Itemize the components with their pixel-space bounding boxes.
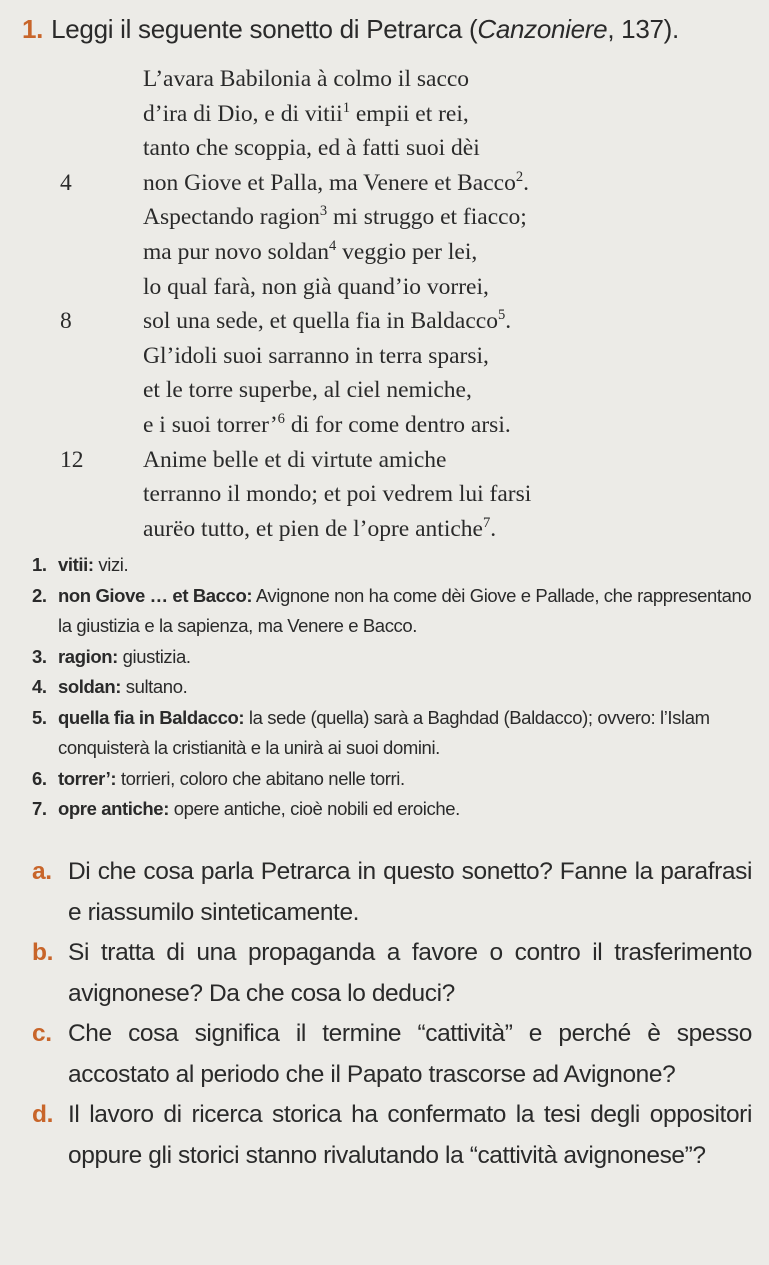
exercise-title-end: , 137). [607, 14, 679, 44]
footnote-text: sultano. [120, 676, 188, 697]
footnote-term: soldan: [58, 676, 121, 697]
question-text: Il lavoro di ricerca storica ha confermato la tesi degli oppositori oppure gli storici stanno rivalutando la “cattività avignonese”? [68, 1101, 752, 1169]
verse-text: terranno il mondo; et poi vedrem lui farsi [143, 481, 532, 508]
footnote-number: 5. [32, 706, 47, 728]
question [32, 852, 752, 933]
verse-text-wrap [143, 477, 531, 512]
question-letter: c. [32, 1020, 52, 1047]
verse-text-tail: mi struggo et fiacco; [327, 204, 527, 231]
footnote-term: opre antiche: [58, 798, 169, 819]
footnote [32, 672, 752, 703]
footnote-term: quella fia in Baldacco: [58, 706, 245, 728]
verse-text: ma pur novo soldan [143, 238, 330, 265]
footnote-number: 6. [32, 767, 47, 789]
footnote-text: la sede (quella) sarà a Baghdad (Baldacco); ovvero: l’Islam conquisterà la cristianità e la unirà ai suoi domini. [58, 706, 710, 758]
footnote-term: ragion: [58, 645, 118, 667]
verse-text-wrap [143, 339, 489, 374]
footnote [32, 642, 752, 673]
footnote-number: 4. [32, 676, 47, 697]
footnote-term: vitii: [58, 554, 94, 575]
footnote-number: 2. [32, 584, 47, 606]
footnote-number: 3. [32, 645, 47, 667]
verse-line [0, 131, 769, 166]
verse-line [0, 512, 769, 547]
footnotes [32, 550, 752, 825]
exercise-title-text: Leggi il seguente sonetto di Petrarca ( [51, 14, 478, 44]
footnote-text: torrieri, coloro che abitano nelle torri. [116, 767, 405, 789]
footnote-text: giustizia. [117, 645, 191, 667]
verse-text: Anime belle et di virtute amiche [143, 446, 447, 473]
verse-text-wrap [143, 304, 511, 339]
question-letter: d. [32, 1101, 53, 1128]
verse-line [0, 235, 769, 270]
verse-text-tail: empii et rei, [350, 100, 469, 127]
footnote-ref: 6 [277, 411, 285, 428]
verse-text: sol una sede, et quella fia in Baldacco [143, 308, 498, 335]
verse-line [0, 443, 769, 478]
verse-text-tail: . [490, 515, 497, 542]
verse-line [0, 62, 769, 97]
footnote [32, 794, 752, 825]
verse-text: lo qual farà, non già quand’io vorrei, [143, 273, 489, 300]
footnote-text: Avignone non ha come dèi Giove e Pallade, che rappresentano la giustizia e la sapienza, ma Venere e Bacco. [58, 584, 752, 636]
footnote-term: torrer’: [58, 767, 117, 789]
footnote [32, 764, 752, 795]
question-letter: b. [32, 939, 53, 966]
verse-text-wrap [143, 97, 469, 132]
question-text: Di che cosa parla Petrarca in questo sonetto? Fanne la parafrasi e riassumilo sinteticamente. [68, 858, 752, 926]
question-text: Che cosa significa il termine “cattività” e perché è spesso accostato al periodo che il Papato trascorse ad Avignone? [68, 1020, 752, 1088]
exercise-title [22, 14, 679, 45]
verse-text-wrap [143, 373, 472, 408]
verse-text: aurëo tutto, et pien de l’opre antiche [143, 515, 483, 542]
line-number: 4 [60, 169, 72, 196]
verse-text-wrap [143, 200, 527, 235]
footnote-ref: 5 [497, 307, 506, 324]
verse-text: tanto che scoppia, ed à fatti suoi dèi [143, 135, 480, 162]
verse-text: et le torre superbe, al ciel nemiche, [143, 377, 472, 404]
footnote [32, 703, 752, 764]
verse-text-wrap [143, 235, 477, 270]
verse-text-wrap [143, 62, 469, 97]
verse-line [0, 477, 769, 512]
question [32, 1095, 752, 1176]
questions [32, 852, 752, 1176]
exercise-title-italic: Canzoniere [477, 14, 608, 44]
line-number: 12 [60, 446, 84, 473]
footnote [32, 581, 752, 642]
question-letter: a. [32, 858, 52, 885]
exercise-number: 1. [22, 14, 44, 44]
verse-text-tail: . [523, 169, 529, 196]
footnote-ref: 2 [515, 168, 524, 185]
verse-line [0, 166, 769, 201]
footnote-number: 1. [32, 554, 47, 575]
line-number: 8 [60, 308, 72, 335]
verse-line [0, 373, 769, 408]
verse-line [0, 304, 769, 339]
verse-text-wrap [143, 408, 511, 443]
verse-line [0, 200, 769, 235]
footnote-ref: 7 [482, 514, 491, 531]
footnote-term: non Giove … et Bacco: [58, 584, 253, 606]
verse-text-tail: veggio per lei, [336, 238, 478, 265]
verse-text: e i suoi torrer’ [143, 411, 278, 438]
footnote-number: 7. [32, 798, 47, 819]
verse-text-wrap [143, 443, 446, 478]
footnote-text: vizi. [93, 554, 129, 575]
verse-text-tail: di for come dentro arsi. [284, 411, 511, 438]
verse-text-wrap [143, 166, 529, 201]
verse-text: Gl’idoli suoi sarranno in terra sparsi, [143, 342, 489, 369]
verse-text-wrap [143, 512, 496, 547]
verse-line [0, 97, 769, 132]
verse-text-tail: . [505, 308, 512, 335]
verse-text: L’avara Babilonia à colmo il sacco [143, 66, 470, 92]
question [32, 1014, 752, 1095]
question [32, 933, 752, 1014]
question-text: Si tratta di una propaganda a favore o contro il trasferimento avignonese? Da che cosa lo deduci? [68, 939, 752, 1007]
verse-line [0, 339, 769, 374]
verse-line [0, 408, 769, 443]
footnote-ref: 1 [342, 99, 350, 116]
verse-text: d’ira di Dio, e di vitii [143, 100, 343, 127]
verse-text: Aspectando ragion [143, 204, 320, 231]
verse-text-wrap [143, 270, 489, 305]
footnote-ref: 3 [319, 203, 328, 220]
footnote [32, 550, 752, 581]
footnote-ref: 4 [329, 238, 337, 255]
footnote-text: opere antiche, cioè nobili ed eroiche. [168, 798, 460, 819]
verse-text: non Giove et Palla, ma Venere et Bacco [143, 169, 516, 196]
verse-text-wrap [143, 131, 480, 166]
sonnet [0, 62, 769, 546]
verse-line [0, 270, 769, 305]
